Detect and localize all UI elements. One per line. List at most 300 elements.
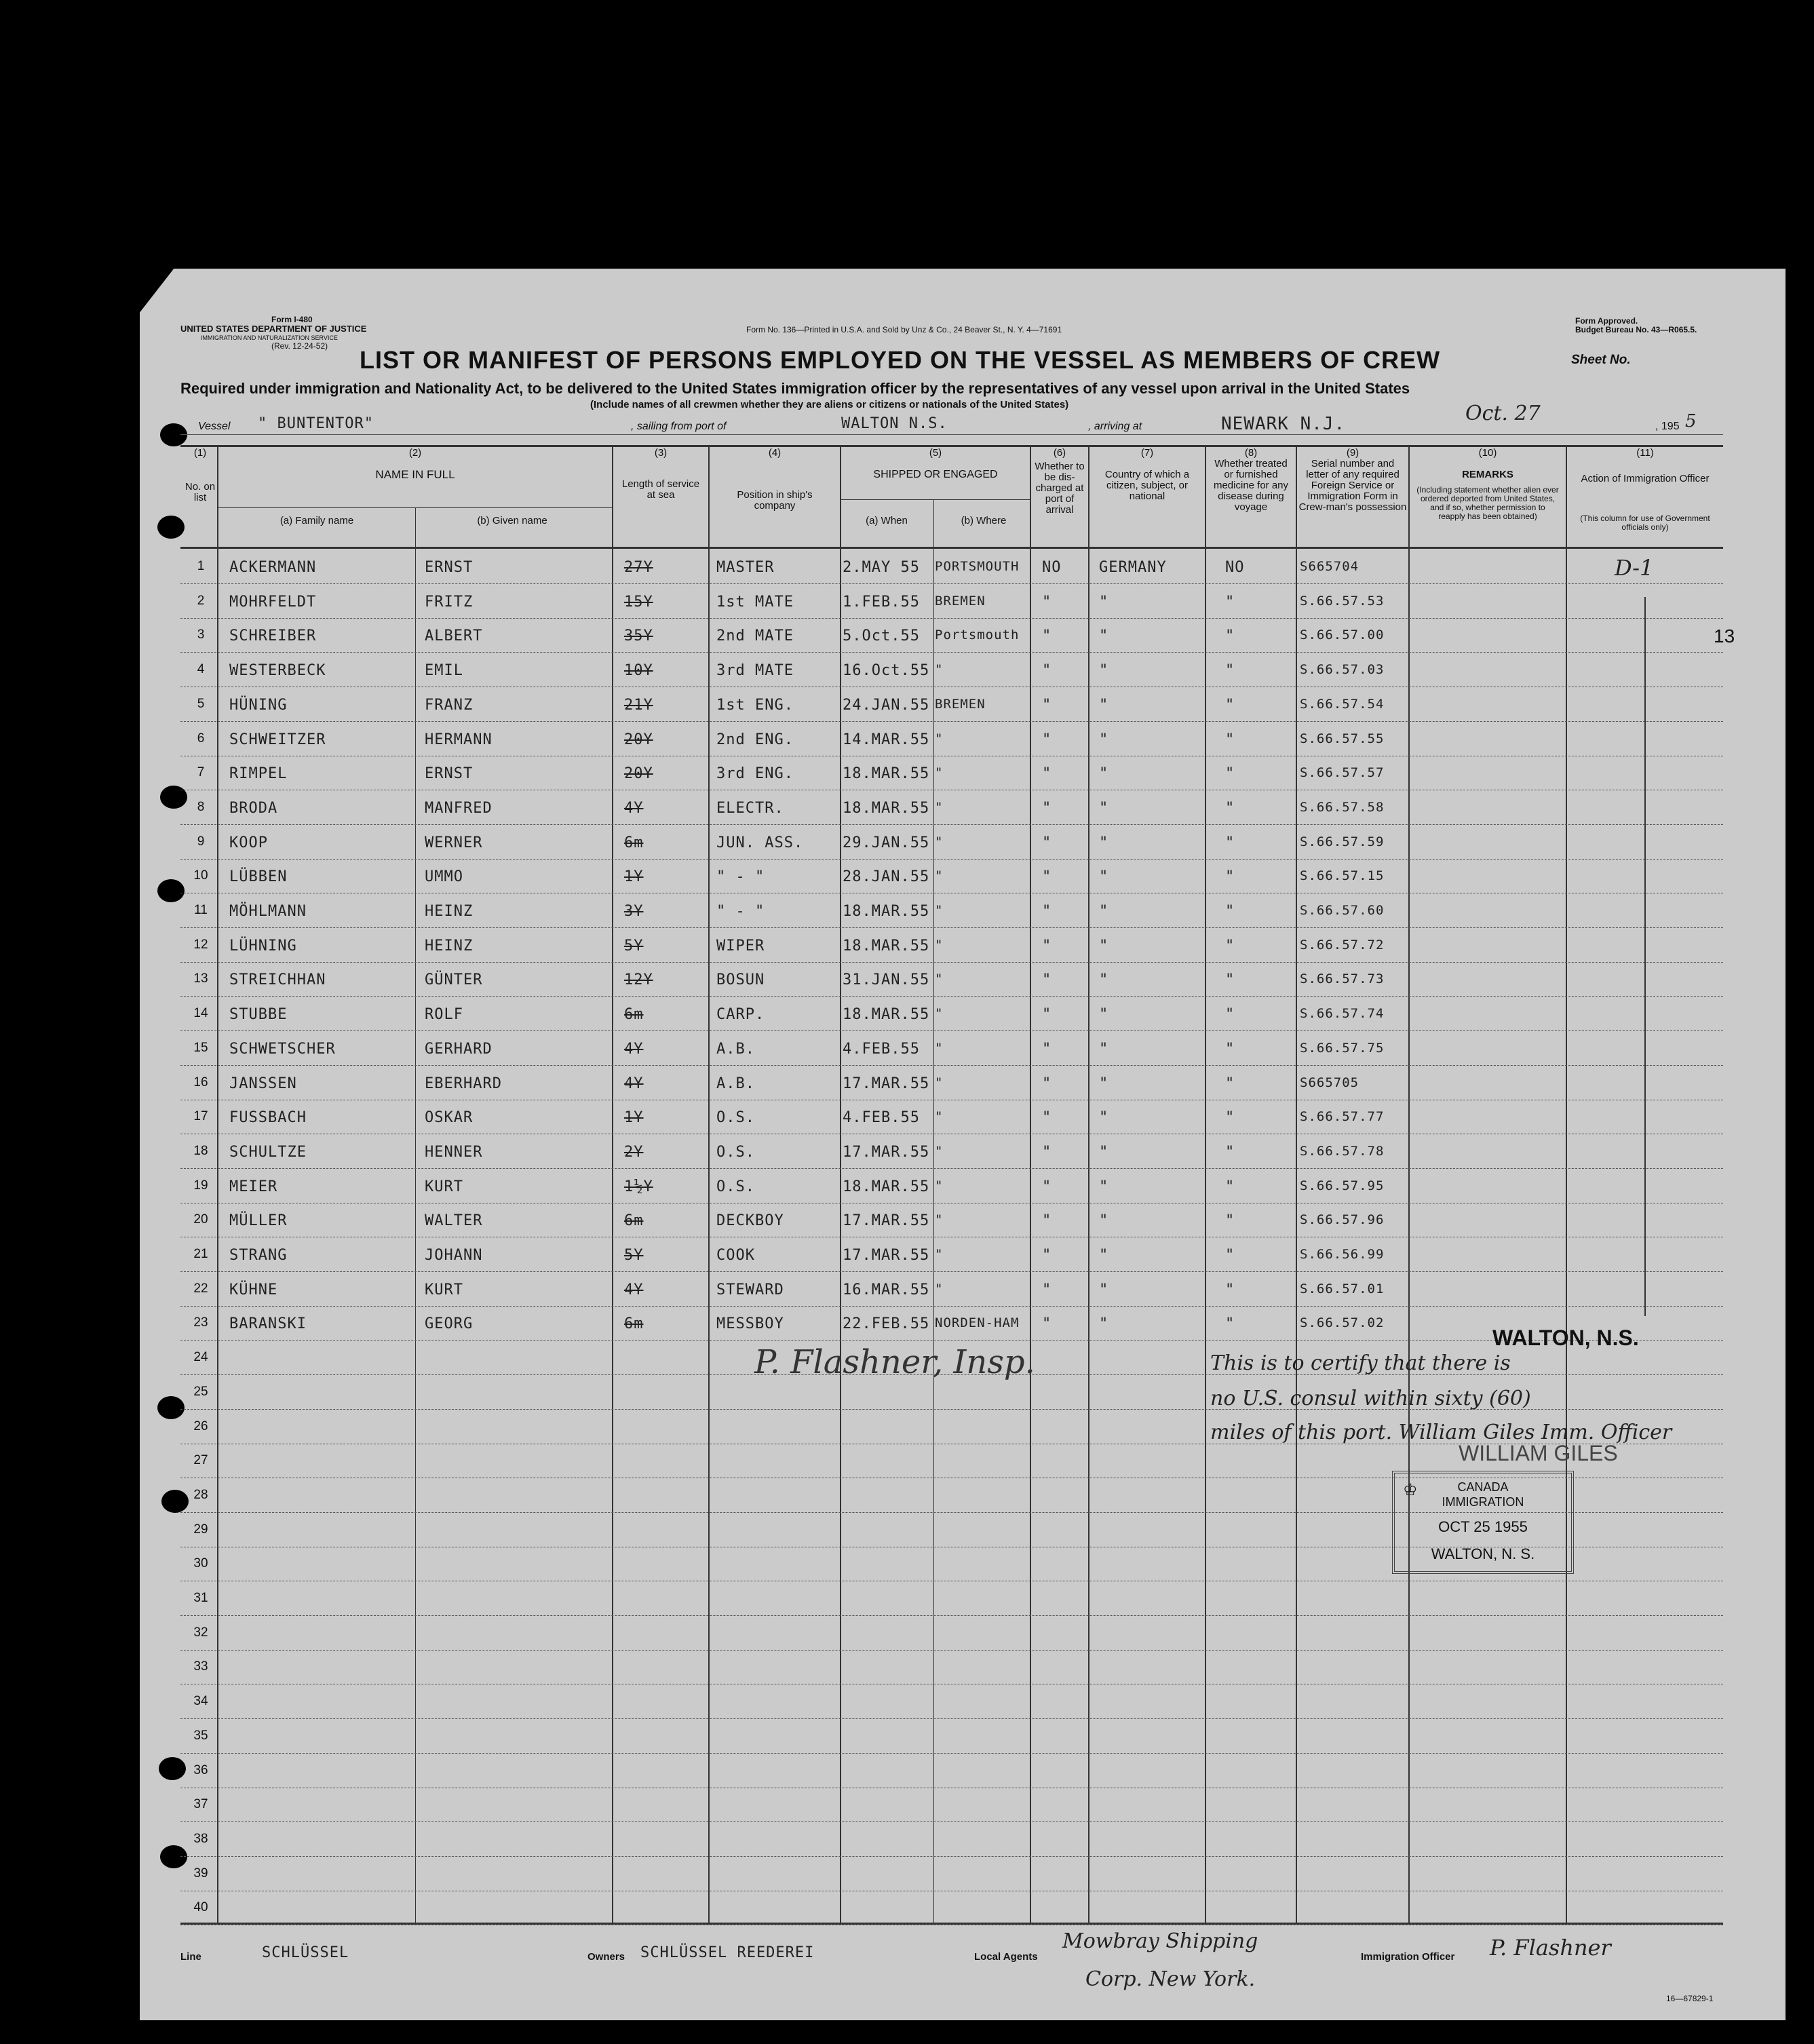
year-suffix: 5 (1685, 411, 1697, 431)
serial-number-cell: S.66.57.75 (1300, 1040, 1385, 1056)
position-cell: JUN. ASS. (716, 834, 804, 851)
agents-label: Local Agents (974, 1951, 1038, 1963)
position-cell: WIPER (716, 937, 765, 954)
table-row (180, 1581, 1723, 1616)
shipped-when-cell: 16.MAR.55 (843, 1281, 930, 1298)
serial-number-cell: S.66.57.95 (1300, 1178, 1385, 1193)
shipped-when-cell: 4.FEB.55 (843, 1109, 920, 1127)
table-row (180, 1684, 1723, 1719)
serial-number-cell: S.66.57.58 (1300, 799, 1385, 815)
shipped-subheader-line (841, 499, 1030, 500)
owners-label: Owners (587, 1951, 625, 1963)
serial-number-cell: S.66.57.96 (1300, 1212, 1385, 1228)
given-name-cell: HEINZ (425, 903, 474, 920)
punch-hole (160, 423, 187, 446)
row-number: 1 (197, 559, 205, 573)
treated-cell: " (1225, 1075, 1235, 1092)
family-name-cell: MÖHLMANN (229, 903, 307, 920)
form-code: 16—67829-1 (1666, 1994, 1714, 2003)
col-num-6: (6) (1053, 447, 1066, 459)
discharged-cell: " (1042, 628, 1052, 645)
treated-cell: " (1225, 731, 1235, 748)
service-length-cell: 3Y (624, 903, 644, 920)
approval-note: Form Approved. (1575, 316, 1638, 326)
given-name-cell: HEINZ (425, 937, 474, 954)
discharged-cell: " (1042, 1040, 1052, 1058)
row-number: 11 (194, 903, 208, 917)
shipped-where-cell: " (935, 903, 944, 918)
col-num-9: (9) (1346, 447, 1359, 459)
serial-number-cell: S.66.57.01 (1300, 1281, 1385, 1296)
col-header-no: No. on list (185, 481, 216, 503)
serial-number-cell: S.66.57.59 (1300, 834, 1385, 849)
table-row (180, 1822, 1723, 1857)
shipped-when-cell: 29.JAN.55 (843, 834, 930, 851)
shipped-where-cell: " (935, 1178, 944, 1193)
treated-cell: " (1225, 662, 1235, 680)
service-length-cell: 35Y (624, 628, 653, 645)
country-cell: " (1099, 628, 1109, 645)
family-name-cell: BARANSKI (229, 1315, 307, 1333)
country-cell: " (1099, 1247, 1109, 1264)
treated-cell: " (1225, 971, 1235, 989)
row-number: 13 (193, 971, 208, 986)
discharged-cell: " (1042, 662, 1052, 680)
table-row (180, 1857, 1723, 1891)
country-cell: GERMANY (1099, 559, 1167, 576)
given-name-cell: ROLF (425, 1006, 463, 1024)
table-row (180, 1754, 1723, 1788)
discharged-cell: " (1042, 696, 1052, 714)
family-name-cell: STRANG (229, 1247, 288, 1264)
position-cell: 2nd MATE (716, 628, 794, 645)
torn-corner (132, 262, 179, 323)
treated-cell: " (1225, 1247, 1235, 1264)
table-row (180, 549, 1723, 584)
department: UNITED STATES DEPARTMENT OF JUSTICE (180, 324, 367, 334)
col-num-1: (1) (193, 447, 207, 459)
row-number: 25 (193, 1384, 208, 1399)
table-row (180, 1203, 1723, 1237)
shipped-where-cell: " (935, 1006, 944, 1022)
position-cell: BOSUN (716, 971, 765, 989)
shipped-where-cell: " (935, 765, 944, 781)
shipped-when-cell: 28.JAN.55 (843, 868, 930, 886)
row-number: 28 (193, 1487, 208, 1502)
row-number: 15 (193, 1040, 208, 1055)
table-row (180, 584, 1723, 619)
serial-number-cell: S665704 (1300, 559, 1359, 574)
treated-cell: " (1225, 1315, 1235, 1333)
discharged-cell: " (1042, 1247, 1052, 1264)
family-name-cell: WESTERBECK (229, 662, 326, 680)
table-row (180, 1272, 1723, 1307)
discharged-cell: " (1042, 1006, 1052, 1024)
shipped-when-cell: 17.MAR.55 (843, 1143, 930, 1161)
position-cell: COOK (716, 1247, 755, 1264)
country-cell: " (1099, 696, 1109, 714)
table-row (180, 997, 1723, 1031)
certification-line-1: This is to certify that there is (1210, 1351, 1511, 1375)
position-cell: 2nd ENG. (716, 731, 794, 748)
position-cell: CARP. (716, 1006, 765, 1024)
position-cell: O.S. (716, 1178, 755, 1195)
family-name-cell: STREICHHAN (229, 971, 326, 989)
position-cell: MASTER (716, 559, 775, 576)
discharged-cell: " (1042, 765, 1052, 783)
row-number: 26 (193, 1419, 208, 1433)
family-name-cell: LÜBBEN (229, 868, 288, 886)
service-length-cell: 1½Y (624, 1178, 653, 1195)
revision: (Rev. 12-24-52) (271, 341, 328, 351)
treated-cell: " (1225, 1281, 1235, 1298)
treated-cell: NO (1225, 559, 1245, 576)
table-row (180, 1788, 1723, 1822)
serial-number-cell: S.66.57.57 (1300, 765, 1385, 781)
given-name-cell: KURT (425, 1281, 463, 1298)
row-number: 31 (193, 1591, 208, 1605)
table-row (180, 1031, 1723, 1066)
discharged-cell: " (1042, 834, 1052, 851)
service-length-cell: 1Y (624, 868, 644, 886)
discharged-cell: " (1042, 1281, 1052, 1298)
position-cell: MESSBOY (716, 1315, 784, 1333)
service-length-cell: 6m (624, 1315, 644, 1333)
col-num-2: (2) (408, 447, 422, 459)
col-header-remarks-note: (Including statement whether alien ever ordered deported from United States, and if so, whether permission to reapply has been obtained) (1416, 485, 1559, 521)
col-header-action-note: (This column for use of Government officials only) (1580, 514, 1710, 532)
given-name-cell: KURT (425, 1178, 463, 1195)
treated-cell: " (1225, 1178, 1235, 1195)
service-length-cell: 4Y (624, 1281, 644, 1298)
country-cell: " (1099, 593, 1109, 611)
treated-cell: " (1225, 834, 1235, 851)
country-cell: " (1099, 731, 1109, 748)
treated-cell: " (1225, 1143, 1235, 1161)
table-row (180, 687, 1723, 722)
table-row (180, 790, 1723, 825)
given-name-cell: FRANZ (425, 696, 474, 714)
position-cell: 1st MATE (716, 593, 794, 611)
family-name-cell: KOOP (229, 834, 268, 851)
shipped-where-cell: BREMEN (935, 593, 986, 609)
service-length-cell: 1Y (624, 1109, 644, 1127)
family-name-cell: LÜHNING (229, 937, 297, 954)
header-bottom-border (180, 547, 1723, 549)
service-length-cell: 4Y (624, 1075, 644, 1092)
col-header-family: (a) Family name (279, 515, 354, 526)
row-number: 37 (193, 1797, 208, 1812)
serial-number-cell: S.66.57.54 (1300, 696, 1385, 712)
stamp-date: OCT 25 1955 (1438, 1518, 1528, 1535)
row-number: 9 (197, 834, 205, 849)
position-cell: A.B. (716, 1075, 755, 1092)
vessel-label: Vessel (198, 421, 231, 432)
shipped-where-cell: " (935, 868, 944, 884)
vessel-name: " BUNTENTOR" (258, 415, 374, 432)
shipped-when-cell: 18.MAR.55 (843, 765, 930, 783)
col-num-8: (8) (1244, 447, 1258, 459)
stamp-place: WALTON, N. S. (1431, 1545, 1535, 1562)
shipped-when-cell: 1.FEB.55 (843, 593, 920, 611)
shipped-where-cell: " (935, 662, 944, 678)
serial-number-cell: S.66.57.78 (1300, 1143, 1385, 1159)
year-prefix: , 195 (1655, 421, 1680, 432)
treated-cell: " (1225, 937, 1235, 954)
treated-cell: " (1225, 696, 1235, 714)
country-cell: " (1099, 1109, 1109, 1127)
serial-number-cell: S.66.57.03 (1300, 662, 1385, 678)
country-cell: " (1099, 1143, 1109, 1161)
given-name-cell: HENNER (425, 1143, 483, 1161)
form-id: Form I-480 (271, 315, 313, 324)
port-from: WALTON N.S. (841, 415, 948, 432)
row-number: 17 (193, 1109, 208, 1124)
table-row (180, 722, 1723, 756)
service-length-cell: 27Y (624, 559, 653, 576)
agents-value-1: Mowbray Shipping (1062, 1929, 1258, 1953)
col-num-5: (5) (929, 447, 942, 459)
canada-immigration-stamp (1392, 1471, 1574, 1574)
treated-cell: " (1225, 765, 1235, 783)
shipped-when-cell: 18.MAR.55 (843, 1178, 930, 1195)
col-header-when: (a) When (866, 515, 908, 526)
shipped-where-cell: Portsmouth (935, 628, 1020, 643)
treated-cell: " (1225, 593, 1235, 611)
discharged-cell: " (1042, 799, 1052, 817)
col-header-given: (b) Given name (477, 515, 547, 526)
row-number: 27 (193, 1453, 208, 1468)
certification-line-3: miles of this port. William Giles Imm. Officer (1210, 1421, 1672, 1444)
discharged-cell: " (1042, 731, 1052, 748)
treated-cell: " (1225, 1212, 1235, 1230)
shipped-where-cell: " (935, 1281, 944, 1296)
family-name-cell: STUBBE (229, 1006, 288, 1024)
shipped-when-cell: 17.MAR.55 (843, 1075, 930, 1092)
family-name-cell: SCHULTZE (229, 1143, 307, 1161)
table-row (180, 962, 1723, 997)
family-name-cell: SCHWEITZER (229, 731, 326, 748)
serial-number-cell: S.66.57.74 (1300, 1006, 1385, 1022)
row-number: 18 (193, 1143, 208, 1158)
row-number: 33 (193, 1659, 208, 1674)
country-cell: " (1099, 1212, 1109, 1230)
position-cell: 3rd MATE (716, 662, 794, 680)
country-cell: " (1099, 1040, 1109, 1058)
shipped-when-cell: 5.Oct.55 (843, 628, 920, 645)
given-name-cell: OSKAR (425, 1109, 474, 1127)
serial-number-cell: S.66.56.99 (1300, 1247, 1385, 1262)
treated-cell: " (1225, 1040, 1235, 1058)
shipped-where-cell: " (935, 1247, 944, 1262)
position-cell: " - " (716, 903, 765, 920)
position-cell: STEWARD (716, 1281, 784, 1298)
serial-number-cell: S.66.57.53 (1300, 593, 1385, 609)
service-length-cell: 20Y (624, 765, 653, 783)
discharged-cell: NO (1042, 559, 1062, 576)
family-name-cell: FUSSBACH (229, 1109, 307, 1127)
shipped-when-cell: 16.Oct.55 (843, 662, 930, 680)
row-number: 23 (193, 1315, 208, 1330)
family-name-cell: BRODA (229, 799, 278, 817)
shipped-where-cell: " (935, 834, 944, 849)
country-cell: " (1099, 1178, 1109, 1195)
service-length-cell: 2Y (624, 1143, 644, 1161)
discharged-cell: " (1042, 1143, 1052, 1161)
row-number: 3 (197, 628, 205, 642)
include-note: (Include names of all crewmen whether they are aliens or citizens or nationals of the United States) (590, 399, 1069, 410)
col-num-4: (4) (768, 447, 781, 459)
country-cell: " (1099, 765, 1109, 783)
family-name-cell: KÜHNE (229, 1281, 278, 1298)
sheet-count: 13 (1714, 625, 1735, 647)
shipped-where-cell: " (935, 731, 944, 746)
shipped-when-cell: 17.MAR.55 (843, 1247, 930, 1264)
printer-note: Form No. 136—Printed in U.S.A. and Sold by Unz & Co., 24 Beaver St., N. Y. 4—71691 (746, 325, 1062, 334)
treated-cell: " (1225, 799, 1235, 817)
sailing-label: , sailing from port of (631, 421, 727, 432)
table-row (180, 1306, 1723, 1341)
crown-icon: ♔ (1403, 1482, 1418, 1499)
shipped-where-cell: " (935, 1109, 944, 1125)
country-cell: " (1099, 662, 1109, 680)
table-row (180, 893, 1723, 928)
shipped-when-cell: 31.JAN.55 (843, 971, 930, 989)
line-value: SCHLÜSSEL (262, 1944, 349, 1961)
given-name-cell: ERNST (425, 559, 474, 576)
table-row (180, 653, 1723, 687)
serial-number-cell: S.66.57.02 (1300, 1315, 1385, 1331)
treated-cell: " (1225, 868, 1235, 886)
officer-label: Immigration Officer (1361, 1951, 1455, 1963)
col-header-treated: Whether treated or furnished medicine for any disease during voyage (1213, 458, 1289, 513)
family-name-cell: MÜLLER (229, 1212, 288, 1230)
row-number: 29 (193, 1522, 208, 1537)
row-number: 8 (197, 799, 205, 814)
service-length-cell: 6m (624, 1212, 644, 1230)
col-header-where: (b) Where (961, 515, 1007, 526)
position-cell: A.B. (716, 1040, 755, 1058)
service-length-cell: 4Y (624, 799, 644, 817)
table-row (180, 1066, 1723, 1100)
given-name-cell: FRITZ (425, 593, 474, 611)
col-header-shipped: SHIPPED OR ENGAGED (873, 469, 998, 480)
table-row (180, 1891, 1723, 1925)
inspector-signature: P. Flashner, Insp. (754, 1343, 1035, 1381)
family-name-cell: RIMPEL (229, 765, 288, 783)
position-cell: 3rd ENG. (716, 765, 794, 783)
family-name-cell: SCHWETSCHER (229, 1040, 336, 1058)
row-number: 20 (193, 1212, 208, 1227)
shipped-where-cell: BREMEN (935, 696, 986, 712)
col-header-length: Length of service at sea (621, 478, 700, 501)
given-name-cell: ALBERT (425, 628, 483, 645)
table-row (180, 618, 1723, 653)
port-to: NEWARK N.J. (1221, 414, 1346, 434)
agents-value-2: Corp. New York. (1085, 1967, 1256, 1991)
shipped-where-cell: " (935, 1075, 944, 1090)
budget-note: Budget Bureau No. 43—R065.5. (1575, 325, 1697, 334)
family-name-cell: JANSSEN (229, 1075, 297, 1092)
page-title: LIST OR MANIFEST OF PERSONS EMPLOYED ON THE VESSEL AS MEMBERS OF CREW (360, 346, 1441, 374)
subtitle: Required under immigration and Nationality Act, to be delivered to the United States immigration officer by the representatives of any vessel upon arrival in the United States (180, 380, 1410, 397)
service-length-cell: 4Y (624, 1040, 644, 1058)
shipped-when-cell: 18.MAR.55 (843, 799, 930, 817)
row-number: 7 (197, 765, 205, 780)
row-number: 38 (193, 1831, 208, 1846)
row-number: 5 (197, 696, 205, 711)
shipped-when-cell: 18.MAR.55 (843, 937, 930, 954)
sheet-label: Sheet No. (1571, 353, 1631, 367)
country-cell: " (1099, 1315, 1109, 1333)
family-name-cell: MOHRFELDT (229, 593, 317, 611)
discharged-cell: " (1042, 593, 1052, 611)
family-name-cell: MEIER (229, 1178, 278, 1195)
discharged-cell: " (1042, 1212, 1052, 1230)
given-name-cell: WALTER (425, 1212, 483, 1230)
given-name-cell: GEORG (425, 1315, 474, 1333)
treated-cell: " (1225, 1109, 1235, 1127)
col-header-position: Position in ship's company (737, 489, 813, 512)
table-row (180, 1169, 1723, 1203)
row-number: 21 (193, 1247, 208, 1261)
given-name-cell: EBERHARD (425, 1075, 502, 1092)
arrival-date: Oct. 27 (1465, 402, 1541, 425)
discharged-cell: " (1042, 1109, 1052, 1127)
shipped-when-cell: 14.MAR.55 (843, 731, 930, 748)
row-number: 24 (193, 1350, 208, 1365)
row-number: 12 (193, 937, 208, 952)
col-num-11: (11) (1636, 447, 1654, 459)
table-row (180, 1134, 1723, 1169)
table-row (180, 1100, 1723, 1134)
position-cell: O.S. (716, 1143, 755, 1161)
shipped-when-cell: 18.MAR.55 (843, 1006, 930, 1024)
position-cell: O.S. (716, 1109, 755, 1127)
position-cell: 1st ENG. (716, 696, 794, 714)
shipped-where-cell: " (935, 1212, 944, 1228)
discharged-cell: " (1042, 1075, 1052, 1092)
table-row (180, 825, 1723, 860)
shipped-when-cell: 24.JAN.55 (843, 696, 930, 714)
serial-number-cell: S.66.57.73 (1300, 971, 1385, 987)
shipped-where-cell: PORTSMOUTH (935, 559, 1020, 574)
punch-hole (157, 516, 185, 539)
service-length-cell: 10Y (624, 662, 653, 680)
table-row (180, 756, 1723, 790)
row-number: 4 (197, 662, 205, 677)
table-row (180, 859, 1723, 893)
row-number: 30 (193, 1556, 208, 1571)
row-number: 35 (193, 1728, 208, 1743)
given-name-cell: EMIL (425, 662, 463, 680)
row-number: 36 (193, 1762, 208, 1777)
row-number: 32 (193, 1625, 208, 1640)
row-number: 14 (193, 1006, 208, 1021)
row-number: 19 (193, 1178, 208, 1193)
service-length-cell: 6m (624, 1006, 644, 1024)
table-row (180, 1650, 1723, 1684)
table-row (180, 928, 1723, 963)
treated-cell: " (1225, 628, 1235, 645)
discharged-cell: " (1042, 937, 1052, 954)
shipped-when-cell: 18.MAR.55 (843, 903, 930, 920)
service-length-cell: 20Y (624, 731, 653, 748)
col-num-3: (3) (654, 447, 668, 459)
row-number: 40 (193, 1900, 208, 1915)
row-number: 6 (197, 731, 205, 746)
given-name-cell: ERNST (425, 765, 474, 783)
